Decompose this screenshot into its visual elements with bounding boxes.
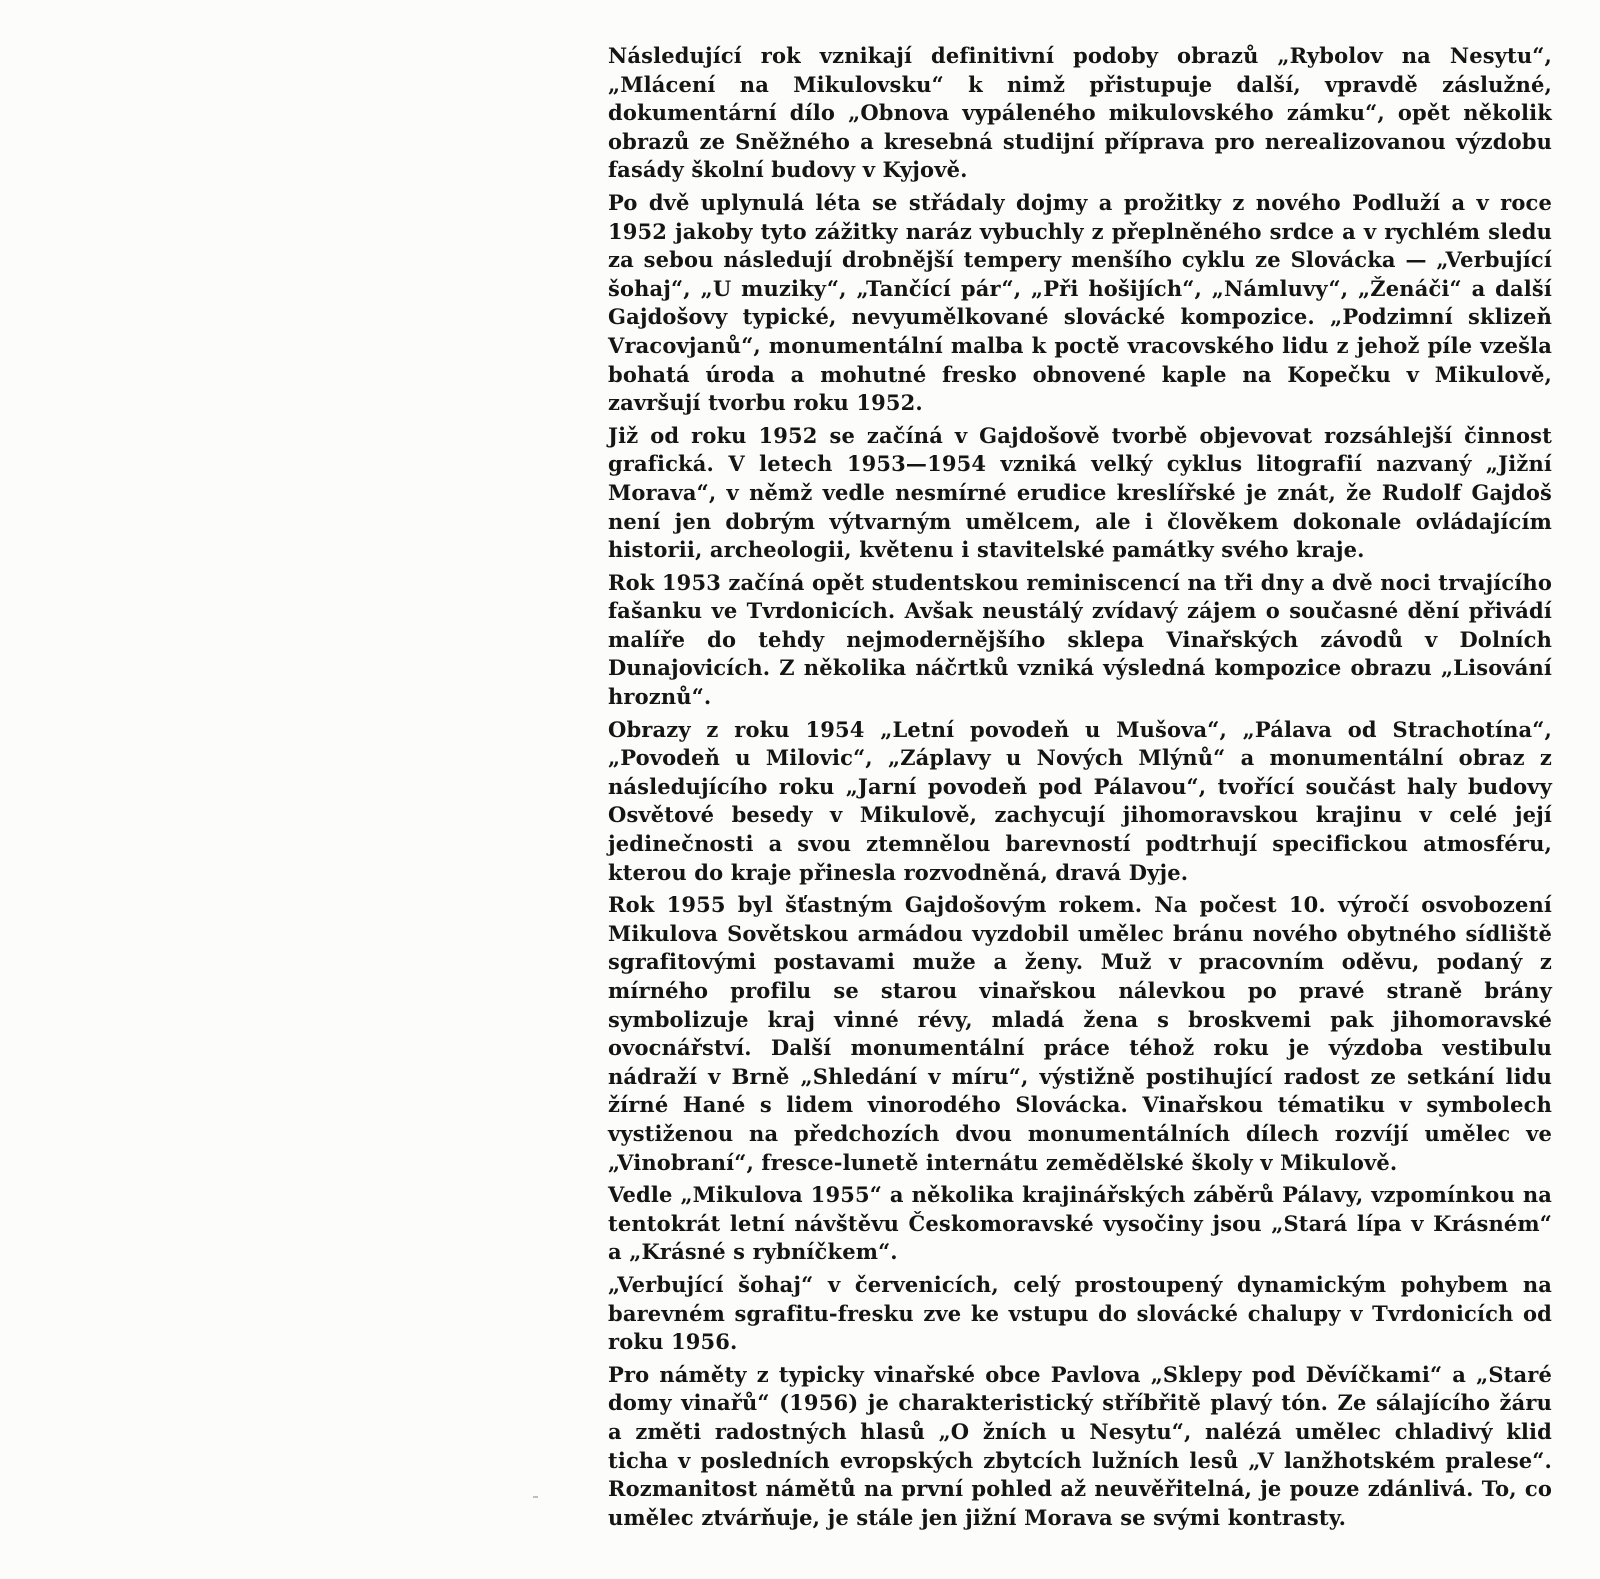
paragraph-3: Již od roku 1952 se začíná v Gajdošově tvorbě objevovat rozsáhlejší činnost grafická. V letech 1953—1954 vzniká velký cyklus litografií nazvaný „Jižní Morava“, v němž vedle nesmírné erudice kreslířské je znát, že Rudolf Gajdoš není jen dobrým výtvarným umělcem, ale i člověkem dokonale ovládajícím historii, archeologii, květenu i stavitelské památky svého kraje. (608, 422, 1552, 563)
paragraph-8: „Verbující šohaj“ v červenicích, celý prostoupený dynamickým pohybem na barevném sgrafitu-fresku zve ke vstupu do slovácké chalupy v Tvrdonicích od roku 1956. (608, 1271, 1552, 1355)
paragraph-2: Po dvě uplynulá léta se střádaly dojmy a prožitky z nového Podluží a v roce 1952 jakoby tyto zážitky naráz vybuchly z přeplněného srdce a v rychlém sledu za sebou následují drobnější tempery menšího cyklu ze Slovácka — „Verbující šohaj“, „U muziky“, „Tančící pár“, „Při hošijích“, „Námluvy“, „Ženáči“ a další Gajdošovy typické, nevyumělkované slovácké kompozice. „Podzimní sklizeň Vracovjanů“, monumentální malba k poctě vracovského lidu z jehož píle vzešla bohatá úroda a mohutné fresko obnovené kaple na Kopečku v Mikulově, završují tvorbu roku 1952. (608, 189, 1552, 416)
text-column (608, 42, 1552, 1536)
paragraph-7: Vedle „Mikulova 1955“ a několika krajinářských záběrů Pálavy, vzpomínkou na tentokrát letní návštěvu Českomoravské vysočiny jsou „Stará lípa v Krásném“ a „Krásné s rybníčkem“. (608, 1182, 1552, 1265)
paragraph-4: Rok 1953 začíná opět studentskou reminiscencí na tři dny a dvě noci trvajícího fašanku ve Tvrdonicích. Avšak neustálý zvídavý zájem o současné dění přivádí malíře do tehdy nejmodernějšího sklepa Vinařských závodů v Dolních Dunajovicích. Z několika náčrtků vzniká výsledná kompozice obrazu „Lisování hroznů“. (608, 569, 1552, 710)
paragraph-1: Následující rok vznikají definitivní podoby obrazů „Rybolov na Nesytu“, „Mlácení na Mikulovsku“ k nimž přistupuje další, vpravdě záslužné, dokumentární dílo „Obnova vypáleného mikulovského zámku“, opět několik obrazů ze Sněžného a kresebná studijní příprava pro nerealizovanou výzdobu fasády školní budovy v Kyjově. (608, 43, 1552, 183)
paragraph-9: Pro náměty z typicky vinařské obce Pavlova „Sklepy pod Děvíčkami“ a „Staré domy vinařů“ (1956) je charakteristický stříbřitě plavý tón. Ze sálajícího žáru a změti radostných hlasů „O žních u Nesytu“, nalézá umělec chladivý klid ticha v posledních evropských zbytcích lužních lesů „V lanžhotském pralese“. Rozmanitost námětů na první pohled až neuvěřitelná, je pouze zdánlivá. To, co umělec ztvárňuje, je stále jen jižní Morava se svými kontrasty. (608, 1361, 1552, 1530)
paragraph-5: Obrazy z roku 1954 „Letní povodeň u Mušova“, „Pálava od Strachotína“, „Povodeň u Milovic“, „Záplavy u Nových Mlýnů“ a monumentální obraz z následujícího roku „Jarní povodeň pod Pálavou“, tvořící součást haly budovy Osvětové besedy v Mikulově, zachycují jihomoravskou krajinu v celé její jedinečnosti a svou ztemnělou barevností podtrhují specifickou atmosféru, kterou do kraje přinesla rozvodněná, dravá Dyje. (608, 716, 1552, 885)
paragraph-6: Rok 1955 byl šťastným Gajdošovým rokem. Na počest 10. výročí osvobození Mikulova Sovětskou armádou vyzdobil umělec bránu nového obytného sídliště sgrafitovými postavami muže a ženy. Muž v pracovním oděvu, podaný z mírného profilu se starou vinařskou nálevkou po pravé straně brány symbolizuje kraj vinné révy, mladá žena s broskvemi pak jihomoravské ovocnářství. Další monumentální práce téhož roku je výzdoba vestibulu nádraží v Brně „Shledání v míru“, výstižně postihující radost ze setkání lidu žírné Hané s lidem vinorodého Slovácka. Vinařskou tématiku v symbolech vystiženou na předchozích dvou monumentálních dílech rozvíjí umělec ve „Vinobraní“, fresce-lunetě internátu zemědělské školy v Mikulově. (608, 892, 1552, 1175)
scan-speck (533, 1496, 538, 1498)
